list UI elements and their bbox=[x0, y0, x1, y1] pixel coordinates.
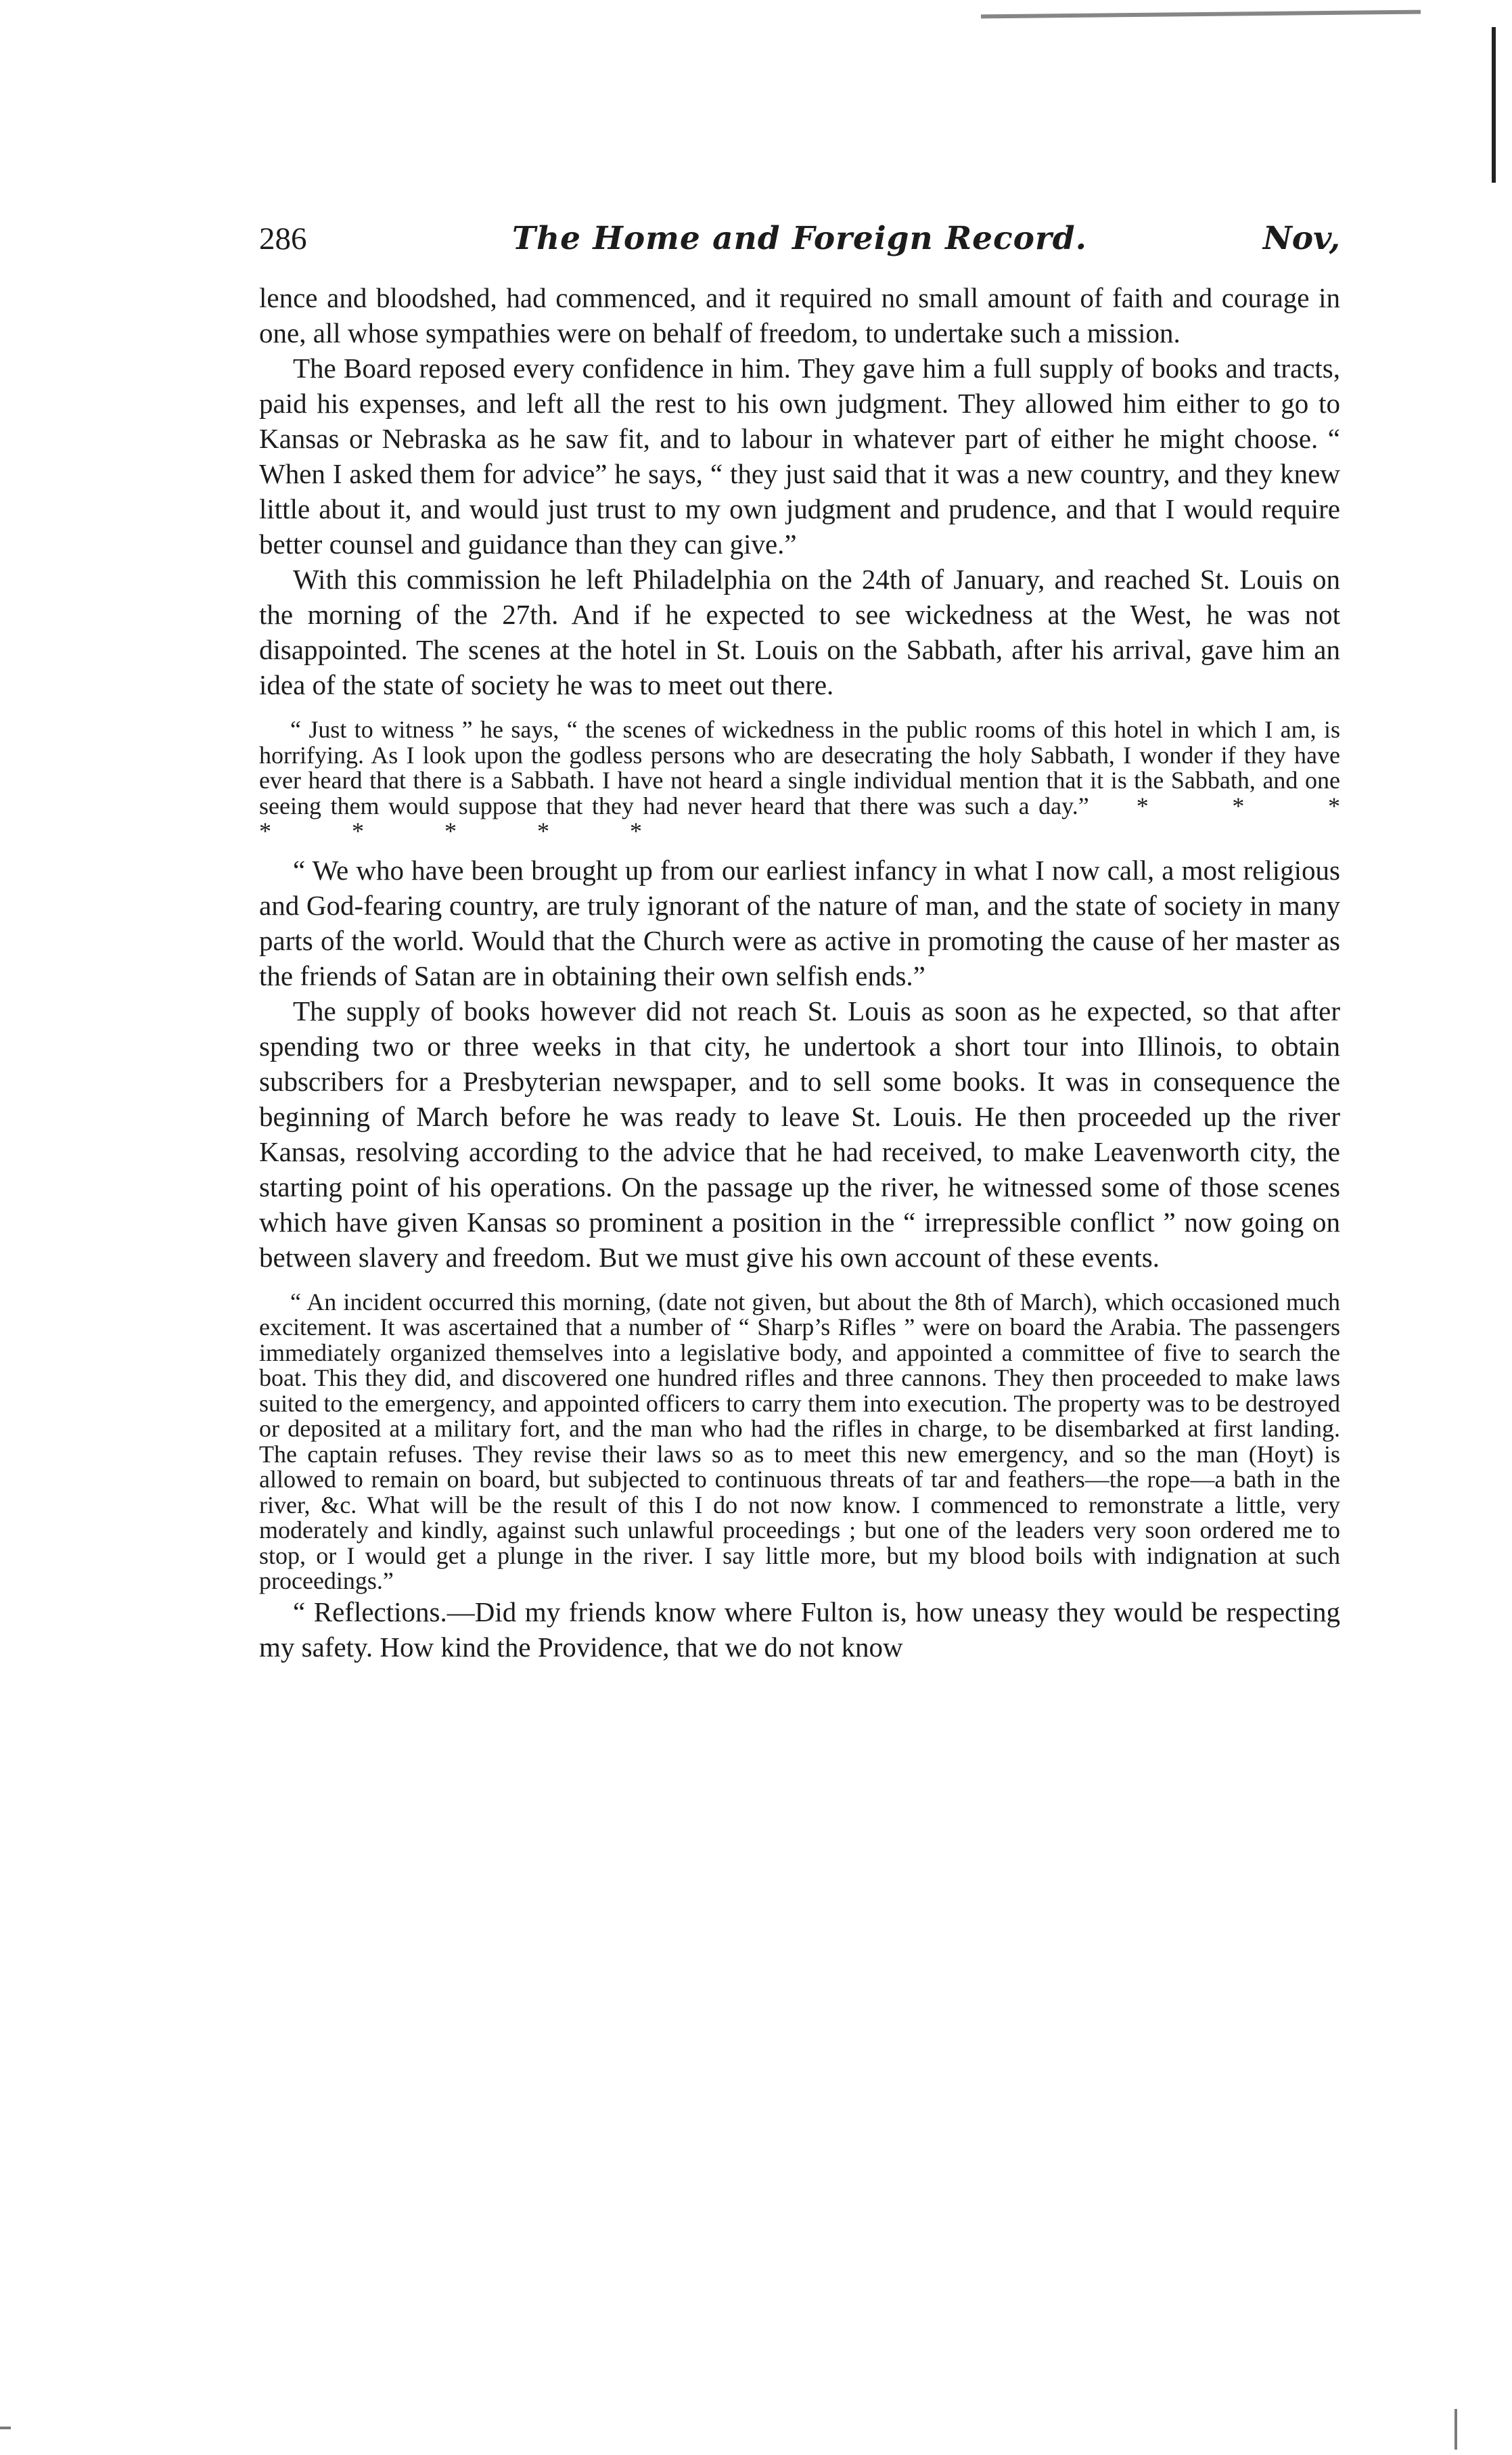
quote-incident: “ An incident occurred this morning, (date not given, but about the 8th of March), which occasioned much excitement. It was ascertained that a number of “ Sharp’s Rifles ” were on board the Arabia. The passengers immediately organized themselves into a legislative body, and appointed a committee of five to search the boat. This they did, and discovered one hundred rifles and three cannons. They then proceeded to make laws suited to the emergency, and appointed officers to carry them into execution. The property was to be destroyed or deposited at a military fort, and the man who had the rifles in charge, to be disembarked at first landing. The captain refuses. They revise their laws so as to meet this new emergency, and so the man (Hoyt) is allowed to remain on board, but subjected to continuous threats of tar and feathers—the rope—a bath in the river, &c. What will be the result of this I do not now know. I commenced to remonstrate a little, very moderately and kindly, against such unlawful proceedings ; but one of the leaders very soon ordered me to stop, or I would get a plunge in the river. I say little more, but my blood boils with indignation at such proceedings.” bbox=[259, 1288, 1340, 1594]
paragraph-continuation: lence and bloodshed, had commenced, and it required no small amount of faith and courage in one, all whose sympathies were on behalf of freedom, to undertake such a mission. bbox=[259, 282, 1340, 348]
scan-edge-mark bbox=[0, 2427, 11, 2429]
page-number: 286 bbox=[259, 221, 307, 256]
header-month: Nov, bbox=[1262, 220, 1340, 257]
paragraph-reflections: “ Reflections.—Did my friends know where Fulton is, how uneasy they would be respecting my safety. How kind the Providence, that we do not know bbox=[259, 1596, 1340, 1663]
paragraph-commission: With this commission he left Philadelphia on the 24th of January, and reached St. Louis on the morning of the 27th. And if he expected to see wickedness at the West, he was not disappointed. The scenes at the hotel in St. Louis on the Sabbath, after his arrival, gave him an idea of the state of society he was to meet out there. bbox=[259, 564, 1340, 700]
ellipsis-stars: * * * * * * * * bbox=[259, 792, 1340, 844]
scan-edge-mark bbox=[981, 10, 1421, 19]
paragraph-supply-of-books: The supply of books however did not reach St. Louis as soon as he expected, so that after spending two or three weeks in that city, he undertook a short tour into Illinois, to obtain subscribers for a Presbyterian newspaper, and to sell some books. It was in consequence the beginning of March before he was ready to leave St. Louis. He then proceeded up the river Kansas, resolving according to the advice that he had received, to make Leavenworth city, the starting point of his operations. On the passage up the river, he witnessed some of those scenes which have given Kansas so prominent a position in the “ irrepressible conflict ” now going on between slavery and freedom. But we must give his own account of these events. bbox=[259, 995, 1340, 1273]
running-title: The Home and Foreign Record. bbox=[512, 220, 1087, 257]
page-header bbox=[259, 215, 1340, 263]
paragraph-earliest-infancy: “ We who have been brought up from our earliest infancy in what I now call, a most religious and God-fearing country, are truly ignorant of the nature of man, and the state of society in many parts of the world. Would that the Church were as active in promoting the cause of her master as the friends of Satan are in obtaining their own selfish ends.” bbox=[259, 854, 1340, 991]
scan-edge-mark bbox=[1454, 2409, 1457, 2450]
quote-hotel bbox=[259, 717, 1340, 844]
scan-edge-mark bbox=[1492, 27, 1496, 183]
paragraph-board: The Board reposed every confidence in him. They gave him a full supply of books and tracts, paid his expenses, and left all the rest to his own judgment. They allowed him either to go to Kansas or Nebraska as he saw fit, and to labour in whatever part of either he might choose. “ When I asked them for advice” he says, “ they just said that it was a new country, and they knew little about it, and would just trust to my own judgment and prudence, and that I would require better counsel and guidance than they can give.” bbox=[259, 353, 1340, 560]
quote-hotel-text: “ Just to witness ” he says, “ the scenes of wickedness in the public rooms of this hotel in which I am, is horrifying. As I look upon the godless persons who are desecrating the holy Sabbath, I wonder if they have ever heard that there is a Sabbath. I have not heard a single individual mention that it is the Sabbath, and one seeing them would suppose that they had never heard that there was such a day.” bbox=[259, 716, 1340, 819]
article-body bbox=[259, 280, 1340, 1665]
